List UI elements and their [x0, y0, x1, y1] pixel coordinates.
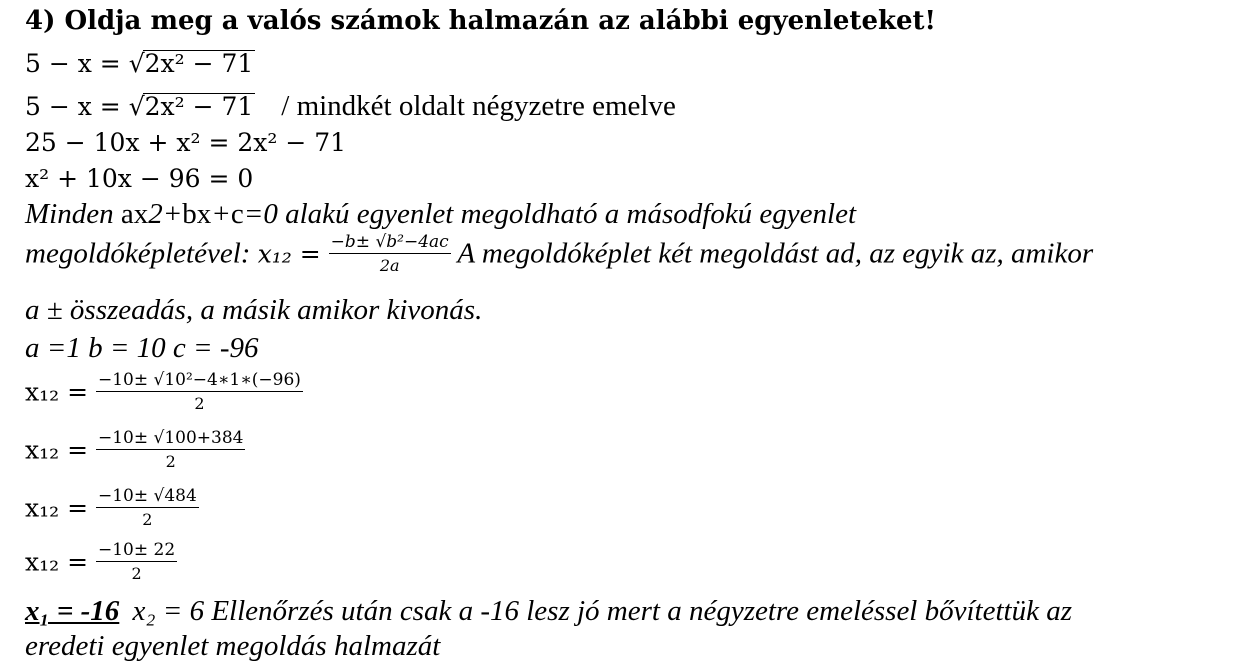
equation-2-note: / mindkét oldalt négyzetre emelve: [281, 90, 676, 122]
step-4-fraction: [96, 542, 177, 582]
equation-1-left: 5 − x =: [25, 49, 129, 78]
step-3-label: x₁₂ =: [25, 493, 96, 523]
coefficients: a =1 b = 10 c = -96: [25, 332, 259, 364]
step-2-denominator: 2: [165, 452, 176, 471]
step-1: [25, 372, 303, 412]
step-3-fraction: [96, 488, 199, 528]
equation-2: 5 − x = √2x² − 71 / mindkét oldalt négyzetre emelve: [25, 90, 676, 122]
step-4-denominator: 2: [131, 564, 142, 583]
equation-4: x² + 10x − 96 = 0: [25, 164, 254, 193]
explanation-1-a: Minden: [25, 198, 121, 230]
step-1-numerator: −10± √10²−4∗1∗(−96): [97, 370, 301, 390]
step-3-numerator: −10± √484: [97, 486, 197, 506]
step-2-numerator: −10± √100+384: [97, 428, 244, 448]
step-4-label: x₁₂ =: [25, 547, 96, 577]
formula-label: x₁₂ =: [257, 239, 329, 269]
result-x1: x₁ = -16: [25, 595, 120, 627]
explanation-1-bx: bx: [182, 198, 212, 230]
explanation-1-rest: =0 alakú egyenlet megoldható a másodfokú egyenlet: [243, 198, 857, 230]
step-4-numerator: −10± 22: [97, 540, 176, 560]
explanation-line-1: [25, 200, 856, 229]
result-text: Ellenőrzés után csak a -16 lesz jó mert a négyzetre emeléssel bővítettük az: [204, 595, 1072, 627]
quadratic-formula: [329, 234, 451, 274]
step-1-fraction: [96, 372, 303, 412]
explanation-line-3: a ± összeadás, a másik amikor kivonás.: [25, 294, 483, 326]
explanation-1-sq: 2+: [148, 198, 183, 230]
step-2-label: x₁₂ =: [25, 435, 96, 465]
equation-1: 5 − x = √2x² − 71: [25, 49, 254, 78]
step-3: [25, 488, 199, 528]
quadratic-formula-numerator: −b± √b²−4ac: [330, 232, 449, 252]
quadratic-formula-denominator: 2a: [379, 256, 400, 275]
explanation-1-c: c: [230, 198, 244, 230]
equation-3: 25 − 10x + x² = 2x² − 71: [25, 128, 347, 157]
explanation-1-plus: +: [211, 198, 231, 230]
step-1-label: x₁₂ =: [25, 377, 96, 407]
step-2-fraction: [96, 430, 246, 470]
exercise-title: 4) Oldja meg a valós számok halmazán az alábbi egyenleteket!: [25, 6, 936, 36]
result-line-2: eredeti egyenlet megoldás halmazát: [25, 630, 441, 662]
step-1-denominator: 2: [194, 394, 205, 413]
explanation-1-ax: ax: [120, 198, 149, 230]
equation-1-radicand: 2x² − 71: [144, 49, 254, 78]
equation-2-radicand: 2x² − 71: [144, 92, 254, 121]
result-line: [25, 597, 1072, 626]
explanation-2-a: megoldóképletével:: [25, 237, 258, 270]
step-2: [25, 430, 245, 470]
result-x2: x₂ = 6: [132, 595, 205, 627]
explanation-2-b: A megoldóképlet két megoldást ad, az egyik az, amikor: [450, 237, 1094, 270]
step-4: [25, 542, 177, 582]
explanation-line-2: [25, 234, 1093, 274]
equation-2-left: 5 − x =: [25, 92, 129, 121]
step-3-denominator: 2: [142, 510, 153, 529]
